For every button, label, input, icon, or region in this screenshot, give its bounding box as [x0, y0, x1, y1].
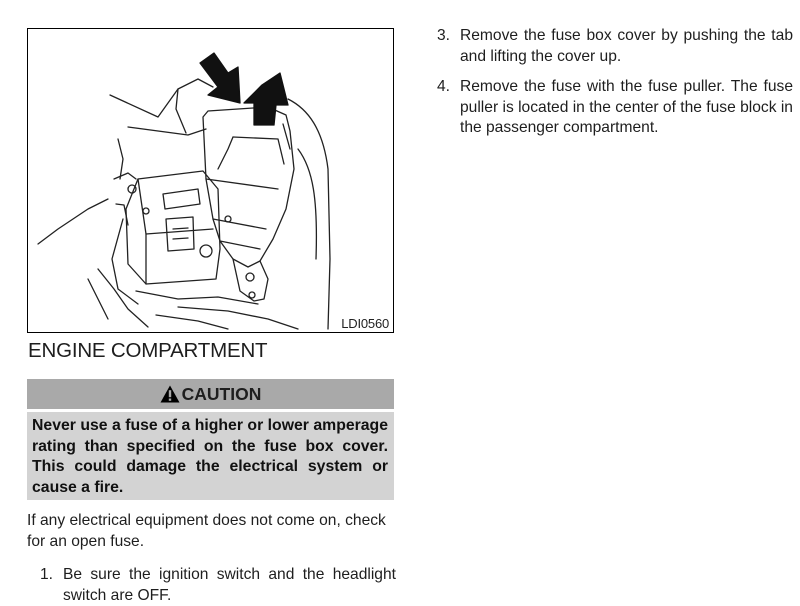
push-arrow-icon	[200, 53, 240, 103]
lift-arrow-icon	[244, 73, 288, 125]
engine-compartment-illustration	[28, 29, 394, 333]
step-number: 3.	[437, 27, 451, 44]
step-number: 1.	[40, 566, 54, 583]
figure-code: LDI0560	[341, 316, 389, 331]
step-text: Remove the fuse box cover by pushing the tab and lifting the cover up.	[460, 27, 793, 65]
step-text: Remove the fuse with the fuse puller. The fuse puller is located in the center of the fuse block in the passenger compartment.	[460, 78, 793, 136]
fuse-box-figure	[27, 28, 394, 333]
warning-triangle-icon	[160, 382, 180, 413]
caution-label: CAUTION	[181, 384, 262, 404]
caution-header	[27, 379, 394, 409]
section-title: ENGINE COMPARTMENT	[28, 339, 268, 362]
caution-body: Never use a fuse of a higher or lower amperage rating than specified on the fuse box cover. This could damage the electrical system or cause a fire.	[27, 412, 394, 500]
step-number: 4.	[437, 78, 451, 95]
intro-paragraph: If any electrical equipment does not come on, check for an open fuse.	[27, 512, 386, 550]
step-text: Be sure the ignition switch and the headlight switch are OFF.	[63, 566, 396, 604]
